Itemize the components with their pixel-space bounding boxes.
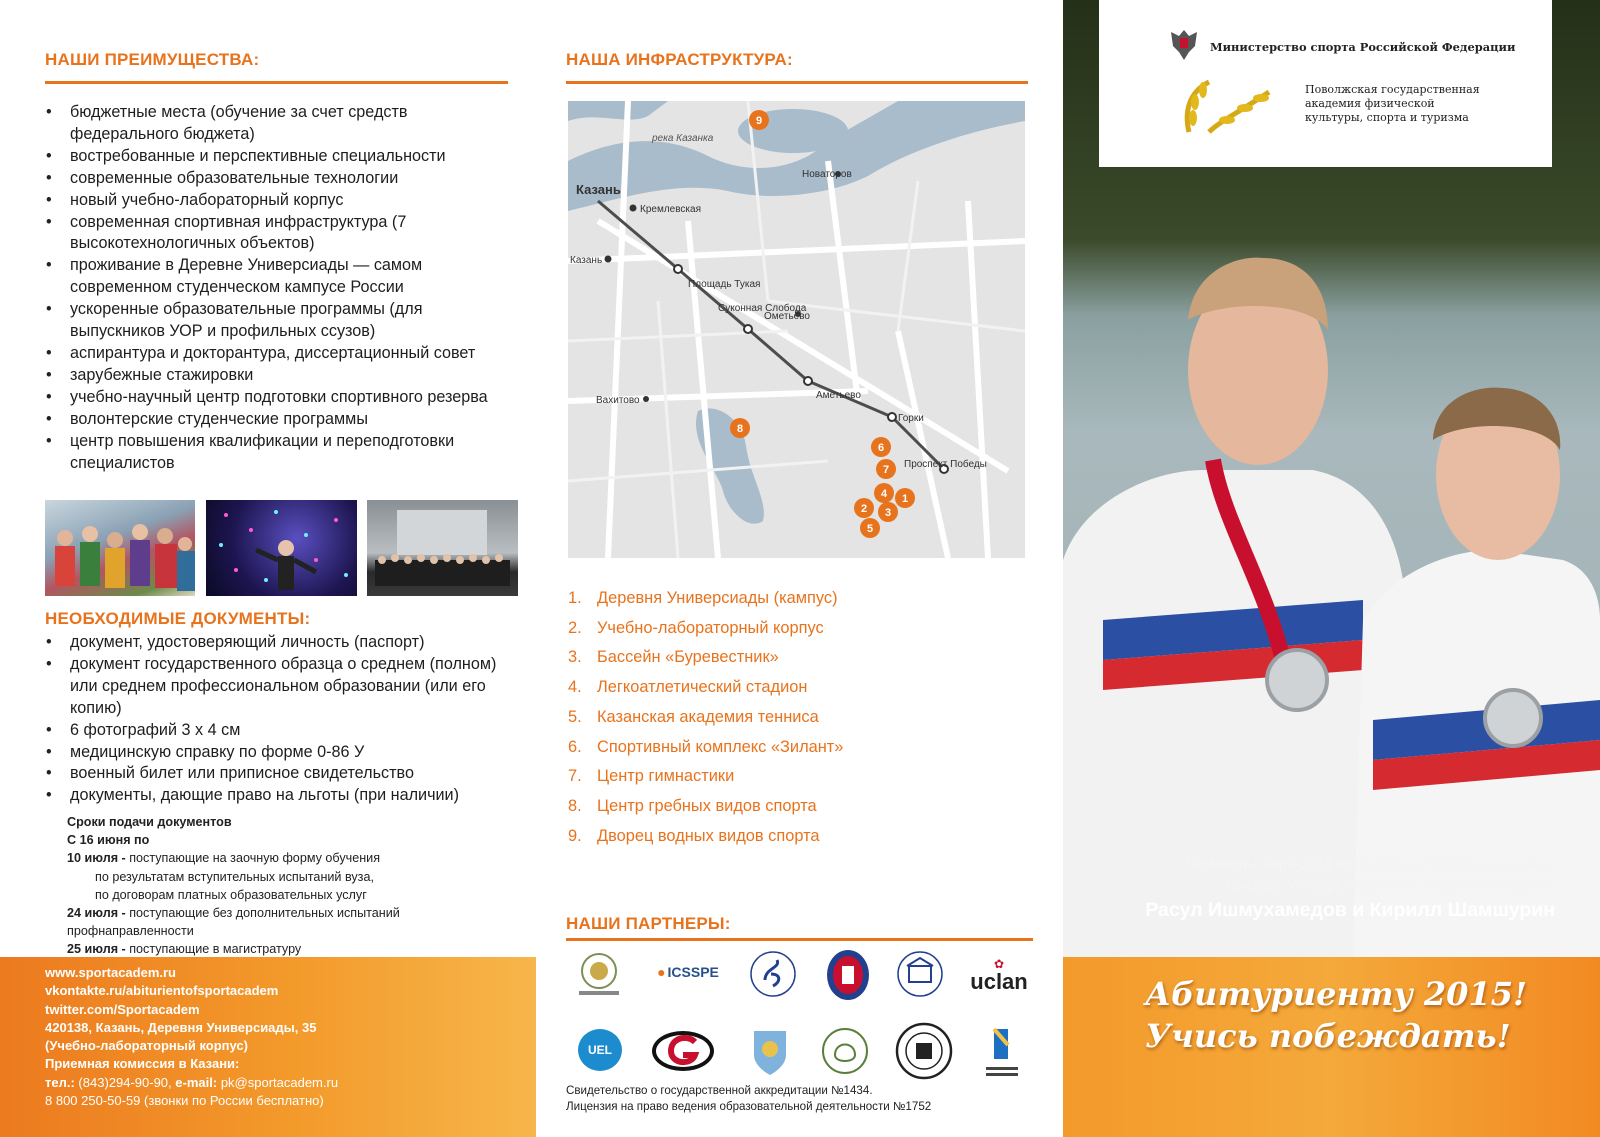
map-marker-6[interactable]: [871, 437, 891, 457]
map-label-gorki: Горки: [898, 413, 924, 424]
partners-rule: [566, 938, 1033, 941]
academy-laurel-logo: [1179, 72, 1279, 142]
facilities-list: [568, 584, 843, 851]
svg-text:8: 8: [736, 423, 744, 435]
uclan-rose-icon: ✿: [993, 957, 1005, 971]
submission-terms: [67, 813, 517, 959]
svg-text:3: 3: [884, 507, 892, 519]
facility-number: 8.: [568, 796, 582, 815]
slogan-band: [1063, 957, 1600, 1137]
document-item: • военный билет или приписное свидетельство: [44, 763, 519, 785]
documents-title: НЕОБХОДИМЫЕ ДОКУМЕНТЫ:: [45, 609, 311, 628]
vk-link[interactable]: vkontakte.ru/abiturientofsportacadem: [45, 983, 279, 999]
terms-from: С 16 июня по: [67, 833, 150, 848]
photo-caption: [1145, 855, 1555, 924]
commission-label: Приемная комиссия в Казани:: [45, 1056, 240, 1072]
email-label: e-mail:: [175, 1074, 218, 1090]
svg-text:7: 7: [882, 464, 890, 476]
facility-item: [568, 584, 843, 614]
ministry-name: Министерство спорта Российской Федерации: [1210, 40, 1516, 54]
advantage-item: • зарубежные стажировки: [44, 365, 519, 387]
icsspe-icon: ●: [657, 964, 666, 980]
twitter-link[interactable]: twitter.com/Sportacadem: [45, 1001, 200, 1017]
facility-item: [568, 792, 843, 822]
map-label-tukay: Площадь Тукая: [688, 279, 761, 290]
partner-logo-georgia: [651, 1030, 715, 1072]
map-label-novatorov: Новаторов: [802, 169, 852, 180]
advantage-item: • бюджетные места (обучение за счет средств федерального бюджета): [44, 102, 519, 146]
map-marker-3[interactable]: [878, 502, 898, 522]
slogan-line-1: Абитуриенту 2015!: [1145, 975, 1528, 1013]
partner-logo-szczecin: [747, 948, 799, 1000]
facility-item: [568, 643, 843, 673]
partner-logo-uclan: ✿ uclan: [970, 957, 1028, 994]
map-marker-5[interactable]: [860, 518, 880, 538]
advantage-item: • современные образовательные технологии: [44, 168, 519, 190]
advantage-item: • аспирантура и докторантура, диссертационный совет: [44, 343, 519, 365]
map-label-ametevo: Аметьево: [816, 390, 861, 401]
term-date-2: 24 июля -: [67, 906, 126, 921]
svg-text:4: 4: [880, 488, 888, 500]
academy-name: Поволжская государственная академия физической культуры, спорта и туризма: [1305, 83, 1480, 124]
facility-label: Деревня Универсиады (кампус): [597, 589, 838, 607]
advantage-item: • современная спортивная инфраструктура (7 высокотехнологичных объектов): [44, 212, 519, 256]
facility-label: Спортивный комплекс «Зилант»: [597, 737, 844, 756]
partner-logo-gdansk: [824, 948, 872, 1002]
advantages-title: НАШИ ПРЕИМУЩЕСТВА:: [45, 50, 260, 69]
advantage-item: • новый учебно-лабораторный корпус: [44, 190, 519, 212]
facility-number: 2.: [568, 618, 582, 637]
facility-item: [568, 733, 843, 763]
term-date-1: 10 июля -: [67, 851, 126, 866]
partner-logo-uel: [576, 1027, 624, 1073]
hotline: 8 800 250-50-59 (звонки по России бесплатно): [45, 1093, 324, 1109]
facility-number: 3.: [568, 648, 582, 667]
advantages-list: [44, 102, 519, 474]
map-marker-8[interactable]: [730, 418, 750, 438]
term-sub-2: по договорам платных образовательных услуг: [95, 887, 367, 902]
map-marker-4[interactable]: [874, 483, 894, 503]
tel-value: (843)294-90-90,: [78, 1074, 172, 1090]
map-label-kremlin: Кремлевская: [640, 204, 701, 215]
svg-text:5: 5: [866, 523, 874, 535]
facility-number: 6.: [568, 737, 582, 756]
partner-logo-chinese: [982, 1025, 1022, 1081]
svg-text:UEL: UEL: [588, 1043, 612, 1057]
license-text: Лицензия на право ведения образовательной деятельности №1752: [566, 1100, 932, 1113]
contacts: [45, 964, 338, 1110]
caption-line-1: Чемпионы мира-2014 по гребле на байдарках и каноэ,: [1186, 857, 1555, 873]
athletes-names: Расул Ишмухамедов и Кирилл Шамшурин: [1145, 899, 1555, 921]
map-marker-7[interactable]: [876, 459, 896, 479]
tel-label: тел.:: [45, 1074, 75, 1090]
term-sub-1: по результатам вступительных испытаний вуза,: [95, 869, 374, 884]
facility-number: 9.: [568, 826, 582, 845]
map-marker-9[interactable]: [749, 110, 769, 130]
map-label-sukon: Суконная Слобода: [718, 303, 807, 314]
map-marker-1[interactable]: [895, 488, 915, 508]
document-item: • документ государственного образца о среднем (полном) или среднем профессиональном образовании (или его копию): [44, 654, 519, 720]
address-line-1: 420138, Казань, Деревня Универсиады, 35: [45, 1019, 317, 1035]
terms-title: Сроки подачи документов: [67, 815, 232, 829]
advantage-item: • центр повышения квалификации и переподготовки специалистов: [44, 431, 519, 475]
advantage-item: • проживание в Деревне Универсиады — самом современном студенческом кампусе России: [44, 255, 519, 299]
term-date-3: 25 июля -: [67, 942, 126, 957]
infrastructure-title: НАША ИНФРАСТРУКТУРА:: [566, 50, 793, 69]
eagle-emblem-icon: [1167, 24, 1201, 64]
infrastructure-rule: [566, 81, 1028, 84]
advantages-rule: [45, 81, 508, 84]
facility-label: Бассейн «Буревестник»: [597, 648, 779, 667]
site-link[interactable]: www.sportacadem.ru: [45, 965, 176, 980]
volunteers-photo: [45, 500, 195, 596]
map-label-vakhitovo: Вахитово: [596, 395, 640, 406]
facility-number: 5.: [568, 707, 582, 726]
partner-logo-crest: [748, 1025, 792, 1079]
svg-text:6: 6: [877, 442, 885, 454]
facility-label: Центр гребных видов спорта: [597, 796, 817, 815]
facility-label: Дворец водных видов спорта: [597, 826, 820, 845]
partner-logo-tartu: [894, 948, 946, 1000]
facility-item: [568, 822, 843, 852]
email-link[interactable]: pk@sportacadem.ru: [220, 1074, 339, 1090]
map-label-kazan-station: Казань: [570, 255, 603, 266]
advantage-item: • ускоренные образовательные программы (для выпускников УОР и профильных ссузов): [44, 299, 519, 343]
caption-line-2: призеры Универсиады-2013, студенты академии: [1226, 877, 1555, 894]
facility-number: 4.: [568, 678, 582, 697]
stage-show-photo: [206, 500, 357, 596]
facility-number: 7.: [568, 767, 582, 786]
partner-logo-university: [574, 948, 624, 998]
svg-text:2: 2: [860, 503, 868, 515]
document-item: • документ, удостоверяющий личность (паспорт): [44, 632, 519, 654]
map-marker-2[interactable]: [854, 498, 874, 518]
campus-map: [568, 101, 1025, 558]
map-label-ometevo: Ометьево: [764, 311, 810, 322]
svg-text:1: 1: [901, 493, 909, 505]
partner-logo-icsspe: ● ICSSPE: [657, 964, 719, 980]
advantage-item: • волонтерские студенческие программы: [44, 409, 519, 431]
ministry-header: [1099, 0, 1552, 167]
facility-item: [568, 614, 843, 644]
term-text-2: поступающие без дополнительных испытаний профнаправленности: [67, 906, 400, 939]
slogan-line-2: Учись побеждать!: [1145, 1017, 1511, 1055]
svg-text:9: 9: [755, 115, 763, 127]
document-item: • медицинскую справку по форме 0-86 У: [44, 742, 519, 764]
partner-logo-neoplanta: [895, 1022, 953, 1080]
advantage-item: • востребованные и перспективные специальности: [44, 146, 519, 168]
document-item: • 6 фотографий 3 х 4 см: [44, 720, 519, 742]
term-text-1: поступающие на заочную форму обучения: [129, 851, 381, 866]
facility-item: [568, 703, 843, 733]
partners-title: НАШИ ПАРТНЕРЫ:: [566, 914, 731, 933]
address-line-2: (Учебно-лабораторный корпус): [45, 1038, 248, 1054]
facility-label: Казанская академия тенниса: [597, 707, 819, 726]
map-label-pobedy: Проспект Победы: [904, 459, 987, 470]
graduates-photo: [367, 500, 518, 596]
term-text-3: поступающие в магистратуру: [129, 942, 302, 957]
document-item: • документы, дающие право на льготы (при наличии): [44, 785, 519, 807]
facility-number: 1.: [568, 589, 582, 607]
facility-item: [568, 762, 843, 792]
partner-logo-ornament: [820, 1025, 870, 1077]
map-label-kazan: Казань: [576, 182, 621, 197]
advantage-item: • учебно-научный центр подготовки спортивного резерва: [44, 387, 519, 409]
map-label-river: река Казанка: [652, 133, 714, 144]
facility-label: Учебно-лабораторный корпус: [597, 618, 824, 637]
facility-label: Центр гимнастики: [597, 767, 735, 786]
facility-item: [568, 673, 843, 703]
accreditation-text: Свидетельство о государственной аккредитации №1434.: [566, 1084, 873, 1097]
accreditation-info: [566, 1083, 931, 1115]
documents-list: [44, 632, 519, 807]
facility-label: Легкоатлетический стадион: [597, 678, 808, 697]
